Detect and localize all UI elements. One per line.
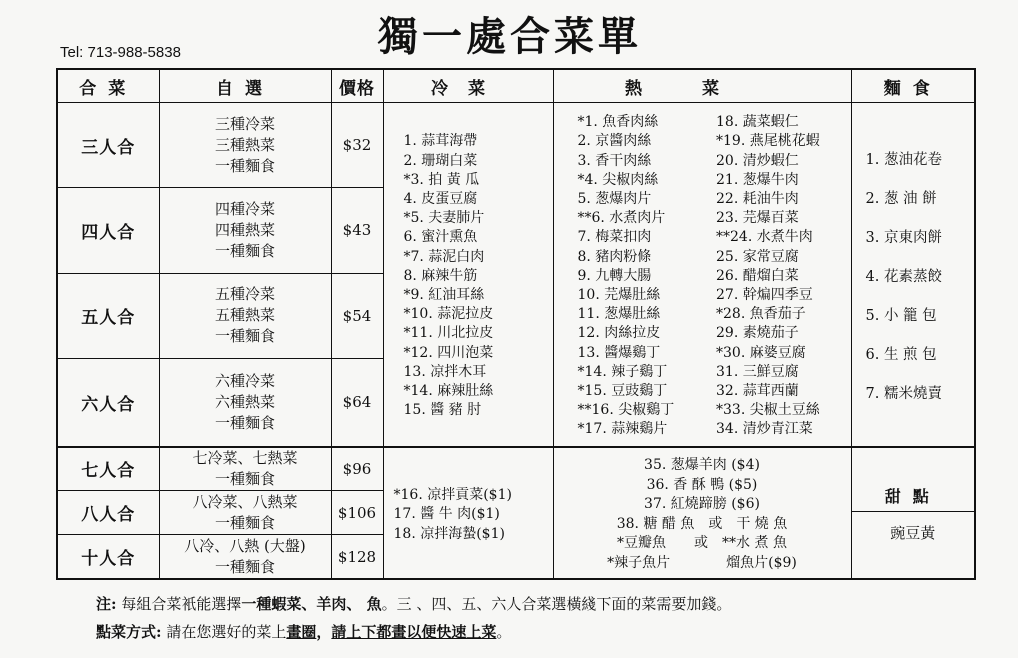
list-item: 32. 蒜茸西蘭 [716,382,799,399]
choice-line: 七冷菜、七熱菜 [192,448,298,467]
list-item: 36. 香 酥 鴨 ($5) [646,476,758,493]
list-item: *17. 蒜辣鷄片 [577,421,668,438]
combo-name: 八人合 [57,491,159,535]
list-item: 27. 幹煸四季豆 [716,286,813,303]
list-item: **16. 尖椒鷄丁 [577,402,675,419]
hot-dishes-list [554,109,851,439]
combo-choice [159,535,331,579]
combo-price: $54 [331,273,383,358]
list-item: 22. 耗油牛肉 [716,190,799,207]
list-item: 3. 京東肉餅 [865,229,942,246]
list-item: 38. 糖 醋 魚 或 干 燒 魚 [616,515,788,532]
list-item: 3. 香干肉絲 [577,152,652,169]
order-text: 請在您選好的菜上 [166,623,287,641]
list-item: 8. 麻辣牛筋 [403,267,478,284]
list-item: 31. 三鮮豆腐 [716,363,799,380]
combo-name: 五人合 [57,273,159,358]
note-text: 。三 、四、五、六人合菜選橫綫下面的菜需要加錢。 [381,595,732,613]
choice-line: 一種麵食 [214,413,275,432]
choice-line: 五種熱菜 [214,306,275,325]
choice-line: 一種麵食 [214,327,275,346]
list-item: 9. 九轉大腸 [577,267,652,284]
list-item: 4. 皮蛋豆腐 [403,190,478,207]
combo-price: $43 [331,188,383,273]
extra-hot-cell [553,447,851,579]
order-emphasis: 畫圈 [286,623,317,641]
combo-choice [159,273,331,358]
list-item: 1. 葱油花卷 [865,151,942,168]
noodles-cell [851,103,975,447]
list-item: 23. 芫爆百菜 [716,210,799,227]
noodles-list [852,135,975,414]
list-item: 7. 糯米燒賣 [865,385,942,402]
list-item: 26. 醋熘白菜 [716,267,799,284]
combo-price: $106 [331,491,383,535]
choice-line: 一種麵食 [214,241,275,260]
list-item: *7. 蒜泥白肉 [403,248,485,265]
list-item: 13. 醬爆鷄丁 [577,344,661,361]
combo-choice [159,188,331,273]
list-item: *11. 川北拉皮 [403,325,494,342]
combo-choice [159,447,331,491]
list-item: 5. 葱爆肉片 [577,190,652,207]
order-text: 。 [496,623,512,641]
combo-name: 十人合 [57,535,159,579]
list-item: 5. 小 籠 包 [865,307,937,324]
list-item: 29. 素燒茄子 [716,325,799,342]
table-row [57,103,975,188]
list-item: *33. 尖椒土豆絲 [716,402,820,419]
combo-price: $64 [331,358,383,446]
order-label: 點菜方式: [96,623,162,641]
combo-price: $32 [331,103,383,188]
choice-line: 八冷、八熱 (大盤) [184,536,306,555]
col-header-cold: 冷菜 [383,69,553,103]
list-item: *辣子魚片 熘魚片($9) [607,554,797,571]
extra-cold-cell [383,447,553,579]
list-item: 12. 肉絲拉皮 [577,325,661,342]
list-item: 15. 醬 豬 肘 [403,402,482,419]
list-item: *豆瓣魚 或 **水 煮 魚 [617,535,787,552]
choice-line: 一種麵食 [214,513,275,532]
note-text: 每組合菜衹能選擇 [121,595,242,613]
col-header-price: 價格 [331,69,383,103]
table-row [57,447,975,491]
note-line [96,590,731,618]
telephone: Tel: 713-988-5838 [60,44,181,61]
list-item: 1. 蒜茸海帶 [403,133,478,150]
extra-cold-list [384,482,553,545]
list-item: 2. 葱 油 餅 [865,190,937,207]
list-item: 10. 芫爆肚絲 [577,286,661,303]
order-emphasis: 請上下都畫以便快速上菜 [331,623,497,641]
list-item: *19. 燕尾桃花蝦 [716,133,820,150]
choice-line: 一種麵食 [214,557,275,576]
choice-line: 一種麵食 [214,156,275,175]
dessert-title: 甜點 [852,483,975,512]
list-item: *9. 紅油耳絲 [403,286,485,303]
dessert-item: 豌豆黃 [890,523,936,542]
list-item: 2. 珊瑚白菜 [403,152,478,169]
list-item: 21. 葱爆牛肉 [716,171,799,188]
list-item: *28. 魚香茄子 [716,306,806,323]
combo-name: 三人合 [57,103,159,188]
list-item: 17. 醬 牛 肉($1) [393,506,500,523]
list-item: 35. 葱爆羊肉 ($4) [644,457,760,474]
combo-price: $128 [331,535,383,579]
choice-line: 三種熱菜 [214,135,275,154]
list-item: 7. 梅菜扣肉 [577,229,652,246]
combo-choice [159,491,331,535]
list-item: *4. 尖椒肉絲 [577,171,659,188]
list-item: 4. 花素蒸餃 [865,268,942,285]
list-item: 6. 蜜汁熏魚 [403,229,478,246]
list-item: *5. 夫妻肺片 [403,210,485,227]
cold-dishes-cell [383,103,553,447]
list-item: 25. 家常豆腐 [716,248,799,265]
choice-line: 三種冷菜 [214,114,275,133]
hot-dishes-right [712,113,851,439]
menu-table [56,68,976,580]
col-header-combo: 合菜 [57,69,159,103]
cold-dishes-list [384,128,553,420]
list-item: *3. 拍 黃 瓜 [403,171,480,188]
notes [96,590,731,646]
list-item: 6. 生 煎 包 [865,346,937,363]
list-item: 20. 清炒蝦仁 [716,152,799,169]
combo-choice [159,358,331,446]
combo-name: 四人合 [57,188,159,273]
list-item: *15. 豆豉鷄丁 [577,382,668,399]
list-item: 37. 紅燒蹄膀 ($6) [644,496,760,513]
list-item: 11. 葱爆肚絲 [577,306,661,323]
choice-line: 六種熱菜 [214,392,275,411]
choice-line: 一種麵食 [214,469,275,488]
choice-line: 五種冷菜 [214,285,275,304]
combo-choice [159,103,331,188]
col-header-choice: 自選 [159,69,331,103]
list-item: *12. 四川泡菜 [403,344,494,361]
combo-price: $96 [331,447,383,491]
list-item: 34. 清炒青江菜 [716,421,813,438]
combo-name: 七人合 [57,447,159,491]
choice-line: 四種冷菜 [214,199,275,218]
list-item: *30. 麻婆豆腐 [716,344,806,361]
choice-line: 六種冷菜 [214,371,275,390]
note-emphasis: 一種蝦菜、羊肉、 魚 [241,595,382,613]
order-line [96,618,731,646]
page-title: 獨一處合菜單 [378,14,642,60]
list-item: *1. 魚香肉絲 [577,114,659,131]
header-row [57,69,975,103]
col-header-noodle: 麵食 [851,69,975,103]
choice-line: 八冷菜、八熱菜 [192,492,298,511]
note-label: 注: [96,595,117,613]
dessert-cell [851,447,975,579]
list-item: **24. 水煮牛肉 [716,229,813,246]
combo-name: 六人合 [57,358,159,446]
list-item: 18. 凉拌海蟄($1) [393,525,505,542]
hot-dishes-cell [553,103,851,447]
col-header-hot: 熱菜 [553,69,851,103]
choice-line: 四種熱菜 [214,220,275,239]
list-item: 18. 蔬菜蝦仁 [716,114,799,131]
list-item: *14. 麻辣肚絲 [403,382,494,399]
list-item: *16. 凉拌貢菜($1) [393,486,512,503]
list-item: **6. 水煮肉片 [577,210,666,227]
hot-dishes-left [554,113,713,439]
list-item: *10. 蒜泥拉皮 [403,306,494,323]
list-item: 8. 豬肉粉條 [577,248,652,265]
extra-hot-list [554,452,851,573]
list-item: 2. 京醬肉絲 [577,133,652,150]
list-item: *14. 辣子鷄丁 [577,363,668,380]
list-item: 13. 凉拌木耳 [403,363,487,380]
order-text: ， [316,623,332,641]
